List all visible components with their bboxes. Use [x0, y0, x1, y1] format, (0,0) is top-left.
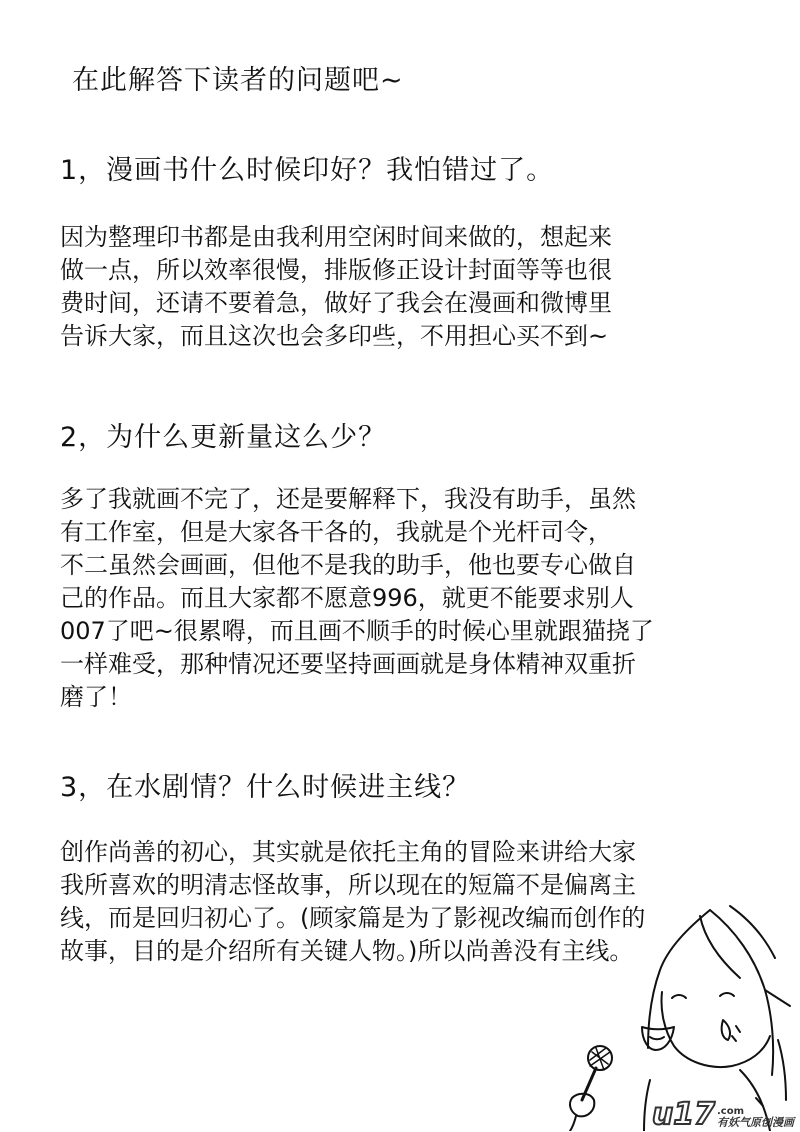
answer-2-line-4: 己的作品。而且大家都不愿意996，就更不能要求别人 — [60, 584, 634, 612]
question-2: 2，为什么更新量这么少？ — [60, 422, 387, 453]
watermark-domain: .com — [717, 1106, 745, 1117]
answer-1-line-3: 费时间，还请不要着急，做好了我会在漫画和微博里 — [60, 289, 612, 317]
page-title: 在此解答下读者的问题吧~ — [72, 65, 404, 96]
question-1: 1，漫画书什么时候印好？我怕错过了。 — [60, 155, 555, 186]
answer-2-line-7: 磨了！ — [60, 683, 132, 711]
answer-2 — [60, 483, 740, 714]
answer-2-line-5: 007了吧~很累嘚，而且画不顺手的时候心里就跟猫挠了 — [60, 617, 654, 645]
answer-2-line-6: 一样难受，那种情况还要坚持画画就是身体精神双重折 — [60, 650, 636, 678]
answer-3-line-4: 故事，目的是介绍所有关键人物。)所以尚善没有主线。 — [60, 937, 634, 965]
answer-3-line-2: 我所喜欢的明清志怪故事，所以现在的短篇不是偏离主 — [60, 871, 636, 899]
answer-3-line-3: 线，而是回归初心了。(顾家篇是为了影视改编而创作的 — [60, 904, 646, 932]
answer-1-line-1: 因为整理印书都是由我利用空闲时间来做的，想起来 — [60, 223, 612, 251]
answer-2-line-3: 不二虽然会画画，但他不是我的助手，他也要专心做自 — [60, 551, 636, 579]
u17-watermark — [651, 1097, 794, 1132]
watermark-text-group — [717, 1107, 794, 1129]
author-doodle-illustration — [560, 880, 800, 1131]
answer-1 — [60, 221, 740, 353]
answer-1-line-4: 告诉大家，而且这次也会多印些，不用担心买不到~ — [60, 322, 609, 350]
answer-1-line-2: 做一点，所以效率很慢，排版修正设计封面等等也很 — [60, 256, 612, 284]
answer-3-line-1: 创作尚善的初心，其实就是依托主角的冒险来讲给大家 — [60, 838, 636, 866]
u17-logo: u17 — [651, 1097, 715, 1132]
question-3: 3，在水剧情？什么时候进主线？ — [60, 772, 471, 803]
answer-2-line-1: 多了我就画不完了，还是要解释下，我没有助手，虽然 — [60, 485, 636, 513]
watermark-slogan: 有妖气原创漫画 — [717, 1116, 794, 1129]
answer-2-line-2: 有工作室，但是大家各干各的，我就是个光杆司令， — [60, 518, 612, 546]
